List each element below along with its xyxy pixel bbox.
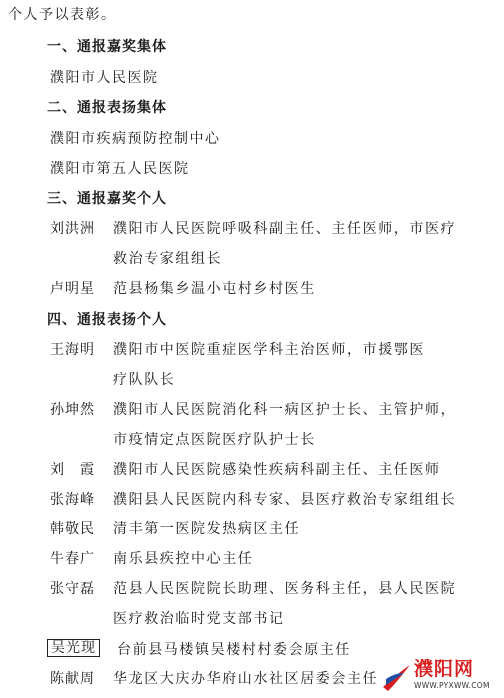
section-heading-individual-commendation: 三、通报嘉奖个人 [47, 191, 167, 207]
person-description: 范县杨集乡温小屯村乡村医生 [113, 281, 316, 297]
person-description: 濮阳市人民医院消化科一病区护士长、主管护师， [113, 402, 457, 418]
person-description: 救治专家组组长 [113, 251, 223, 267]
person-name: 刘 霞 [50, 462, 95, 478]
person-name: 陈献周 [50, 671, 95, 687]
person-description: 范县人民医院院长助理、医务科主任，县人民医院 [113, 581, 457, 597]
swoosh-logo-icon [380, 661, 414, 693]
person-description: 濮阳县人民医院内科专家、县医疗救治专家组组长 [113, 492, 457, 508]
person-name: 韩敬民 [50, 521, 95, 537]
person-name: 牛春广 [50, 551, 95, 567]
person-description: 华龙区大庆办华府山水社区居委会主任 [113, 671, 379, 687]
person-description: 清丰第一医院发热病区主任 [113, 521, 301, 537]
watermark-text: 濮阳网 [414, 658, 475, 680]
person-description: 市疫情定点医院医疗队护士长 [113, 432, 316, 448]
collective-item: 濮阳市人民医院 [50, 70, 159, 86]
person-description: 南乐县疾控中心主任 [113, 551, 254, 567]
person-name: 卢明星 [50, 281, 95, 297]
person-name: 孙坤然 [50, 402, 95, 418]
site-watermark [380, 660, 498, 694]
collective-item: 濮阳市第五人民医院 [50, 161, 190, 177]
collective-item: 濮阳市疾病预防控制中心 [50, 131, 221, 147]
person-name: 张海峰 [50, 492, 95, 508]
person-name: 张守磊 [50, 581, 95, 597]
intro-text: 个人予以表彰。 [8, 7, 117, 23]
person-description: 疗队队长 [113, 372, 176, 388]
person-description: 医疗救治临时党支部书记 [113, 611, 285, 627]
person-name: 刘洪洲 [50, 221, 95, 237]
person-name: 王海明 [50, 342, 95, 358]
section-heading-individual-praise: 四、通报表扬个人 [47, 312, 167, 328]
person-description: 濮阳市中医院重症医学科主治医师，市援鄂医 [113, 342, 425, 358]
person-description: 台前县马楼镇吴楼村村委会原主任 [117, 642, 351, 658]
section-heading-collective-commendation: 一、通报嘉奖集体 [47, 39, 167, 55]
watermark-url: WWW.PYXWW.COM [414, 681, 490, 690]
person-description: 濮阳市人民医院呼吸科副主任、主任医师，市医疗 [113, 221, 457, 237]
section-heading-collective-praise: 二、通报表扬集体 [47, 100, 167, 116]
person-name-highlighted: 吴光现 [47, 639, 100, 657]
person-description: 濮阳市人民医院感染性疾病科副主任、主任医师 [113, 462, 441, 478]
